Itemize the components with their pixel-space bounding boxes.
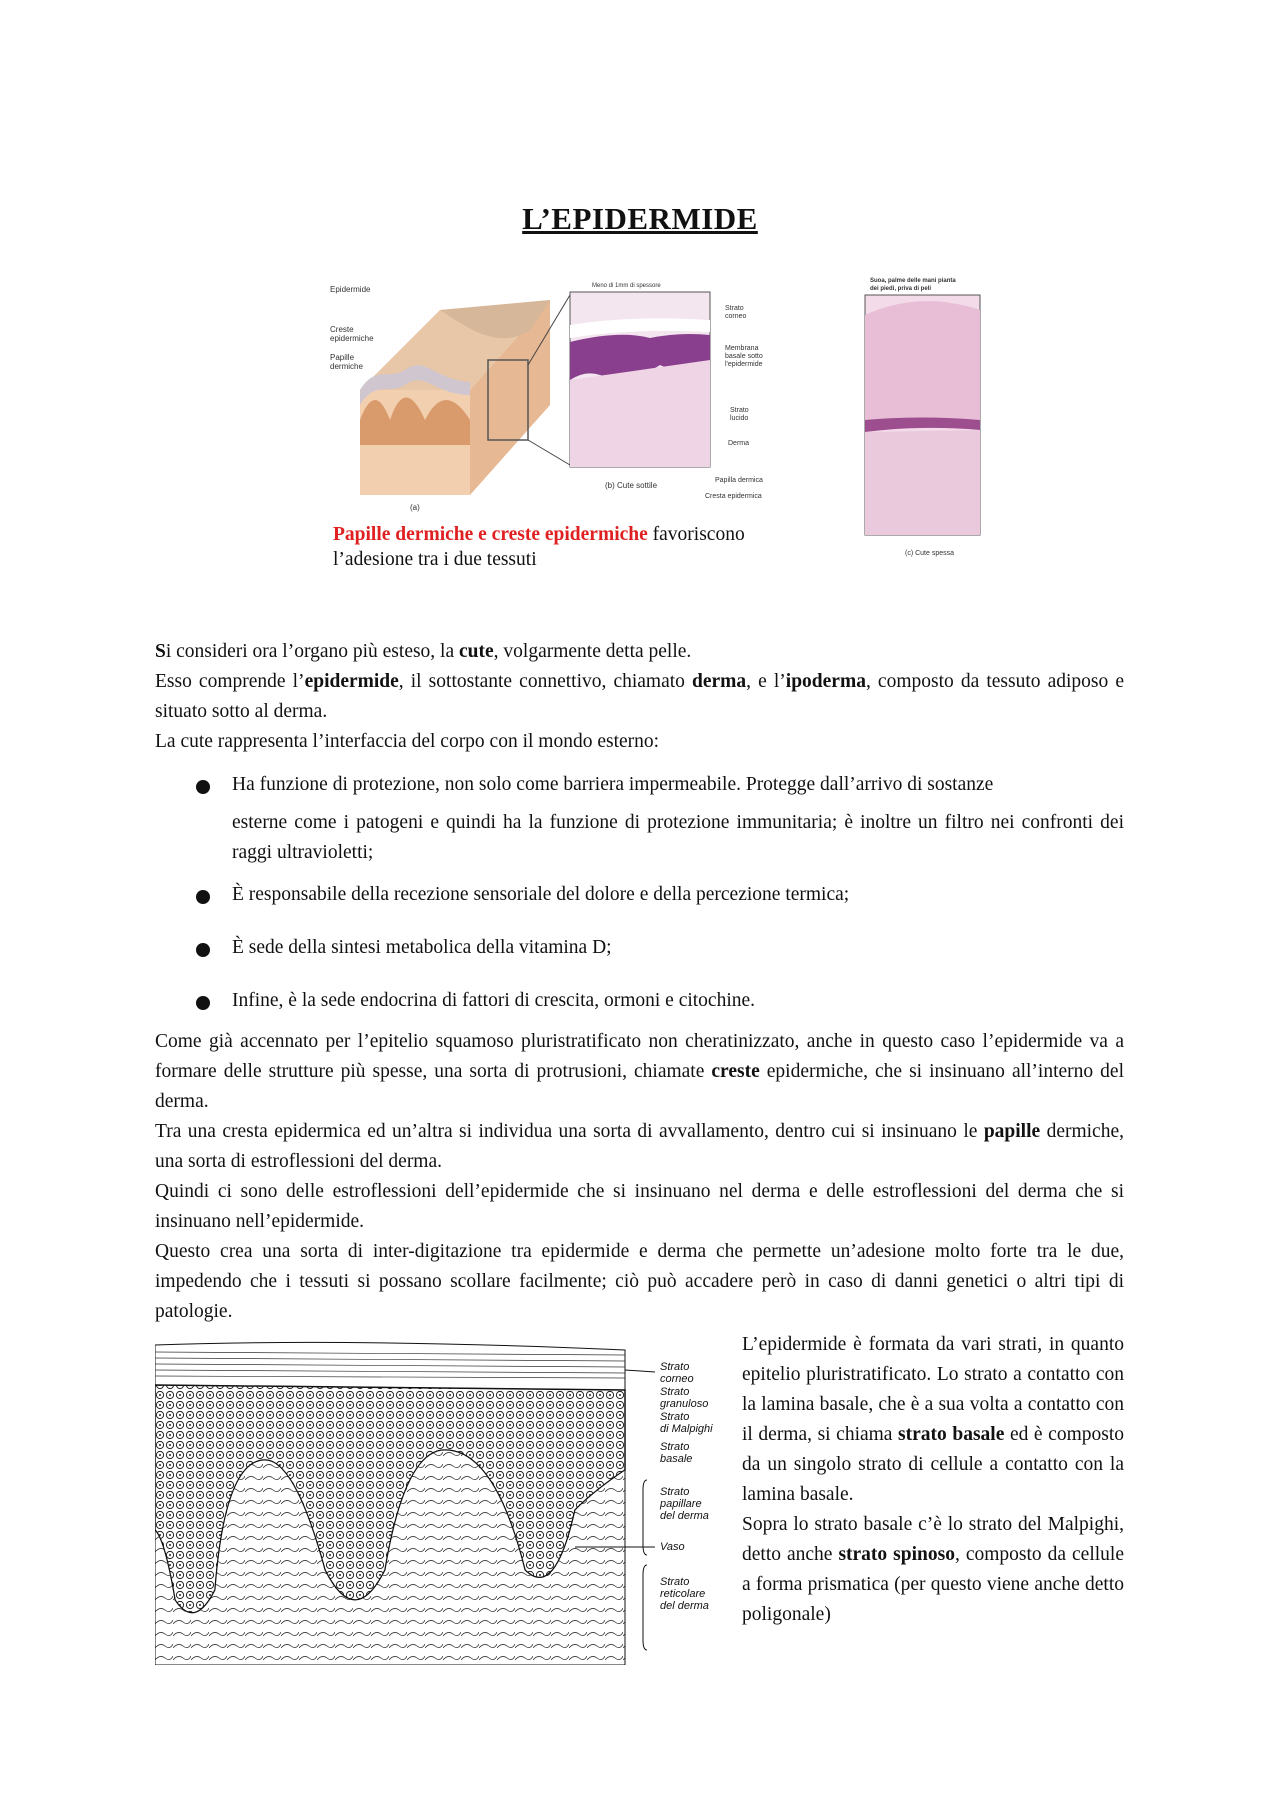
label-mid-9: Cresta epidermica [705, 493, 762, 500]
fig2-label-12: Strato [660, 1576, 690, 1588]
intro-text [155, 637, 1124, 757]
fig2-label-13: reticolare [660, 1588, 706, 1600]
label-creste: Creste [330, 325, 354, 334]
bullet-text-4: Infine, è la sede endocrina di fattori di crescita, ormoni e citochine. [232, 990, 756, 1011]
term-strato-basale: strato basale [898, 1424, 1005, 1445]
bullet-text-1: Ha funzione di protezione, non solo come barriera impermeabile. Protegge dall’arrivo di sostanze [232, 774, 994, 795]
label-b-top: Meno di 1mm di spessore [592, 283, 661, 289]
label-papille: Papille [330, 353, 355, 362]
label-mid-5: Strato [730, 407, 749, 414]
label-a: (a) [410, 503, 420, 512]
fig2-label-8: Strato [660, 1486, 690, 1498]
fig2-label-14: del derma [660, 1600, 709, 1612]
label-mid-4: l'epidermide [725, 361, 763, 368]
bullet-text-1b: esterne come i patogeni e quindi ha la funzione di protezione immunitaria; è inoltre un filtro nei confronti dei raggi ultravioletti; [232, 812, 1124, 863]
label-c-top-1: dei piedi, priva di peli [870, 286, 932, 292]
label-mid-0: Strato [725, 305, 744, 312]
label-mid-7: Derma [728, 440, 750, 447]
bullet-item-4 [196, 986, 1124, 1016]
fig2-label-3: granuloso [660, 1398, 709, 1410]
bullet-dot [196, 996, 210, 1010]
caption-line2: l’adesione tra i due tessuti [333, 549, 537, 570]
fig2-label-6: Strato [660, 1441, 690, 1453]
thick-skin-histology [865, 278, 980, 557]
label-papille-2: dermiche [330, 362, 363, 371]
fig2-label-11: Vaso [660, 1541, 685, 1553]
bullet-dot [196, 943, 210, 957]
fig2-label-4: Strato [660, 1411, 690, 1423]
caption-highlight: Papille dermiche e creste epidermiche [333, 524, 648, 545]
bullet-dot [196, 780, 210, 794]
bullet-item-3 [196, 933, 1124, 963]
fig2-label-10: del derma [660, 1510, 709, 1522]
label-mid-3: basale sotto [725, 353, 763, 360]
label-epidermide: Epidermide [330, 285, 371, 294]
bullet-text-2: È responsabile della recezione sensoriale del dolore e della percezione termica; [232, 884, 850, 905]
fig2-label-7: basale [660, 1453, 693, 1465]
fig2-label-5: di Malpighi [660, 1423, 713, 1435]
bullet-item-2 [196, 880, 1124, 910]
label-c: (c) Cute spessa [905, 550, 955, 557]
bullet-dot [196, 890, 210, 904]
bullet-item-1 [196, 770, 1124, 868]
structure-labels [705, 305, 763, 500]
label-creste-2: epidermiche [330, 334, 374, 343]
fig2-label-2: Strato [660, 1386, 690, 1398]
skin-block-illustration [330, 285, 570, 512]
thin-skin-histology [570, 283, 710, 490]
label-b: (b) Cute sottile [605, 481, 658, 490]
paragraph-2: Esso comprende l’epidermide, il sottostante connettivo, chiamato derma, e l’ipoderma, composto da tessuto adiposo e situato sotto al derma. [155, 671, 1124, 722]
paragraph-4: Come già accennato per l’epitelio squamoso pluristratificato non cheratinizzato, anche in questo caso l’epidermide va a formare delle strutture più spesse, una sorta di protrusioni, chiamate creste epidermiche, che si insinuano all’interno del derma. [155, 1031, 1124, 1112]
paragraph-7: Questo crea una sorta di inter-digitazione tra epidermide e derma che permette un’adesione molto forte tra le due, impedendo che i tessuti si possano scollare facilmente; ciò può accadere però in caso di danni genetici o altri tipi di patologie. [155, 1241, 1124, 1322]
paragraph-5: Tra una cresta epidermica ed un’altra si individua una sorta di avvallamento, dentro cui si insinuano le papille dermiche, una sorta di estroflessioni del derma. [155, 1121, 1124, 1172]
bullet-text-3: È sede della sintesi metabolica della vitamina D; [232, 937, 612, 958]
page-title: L’EPIDERMIDE [522, 201, 758, 236]
side-text: L’epidermide è formata da vari strati, in quanto epitelio pluristratificato. Lo strato a contatto con la lamina basale, che è a sua volta a contatto con il derma, si chiama strato basale ed è composto da un singolo strato di cellule a contatto con la lamina basale. Sopra lo strato basale c’è lo strato del Malpighi, detto anche strato spinoso, composto da cellule a forma prismatica (per questo viene anche detto poligonale) [742, 1334, 1124, 1625]
figure1-caption [333, 522, 813, 572]
label-mid-2: Membrana [725, 345, 759, 352]
term-strato-spinoso: strato spinoso [838, 1544, 955, 1565]
fig2-label-9: papillare [660, 1498, 702, 1510]
label-mid-1: corneo [725, 313, 747, 320]
paragraph-1: Si consideri ora l’organo più esteso, la cute, volgarmente detta pelle. [155, 641, 692, 662]
label-c-top-0: Suoa, palme delle mani pianta [870, 278, 956, 284]
fig2-label-0: Strato [660, 1361, 690, 1373]
paragraph-6: Quindi ci sono delle estroflessioni dell’epidermide che si insinuano nel derma e delle estroflessioni del derma che si insinuano nell’epidermide. [155, 1181, 1124, 1232]
epidermis-layers-figure [155, 1340, 725, 1665]
main-text [155, 1027, 1124, 1327]
fig2-label-1: corneo [660, 1373, 694, 1385]
label-mid-8: Papilla dermica [715, 477, 763, 484]
paragraph-3: La cute rappresenta l’interfaccia del corpo con il mondo esterno: [155, 731, 660, 752]
caption-rest: favoriscono [647, 524, 745, 545]
label-mid-6: lucido [730, 415, 749, 422]
